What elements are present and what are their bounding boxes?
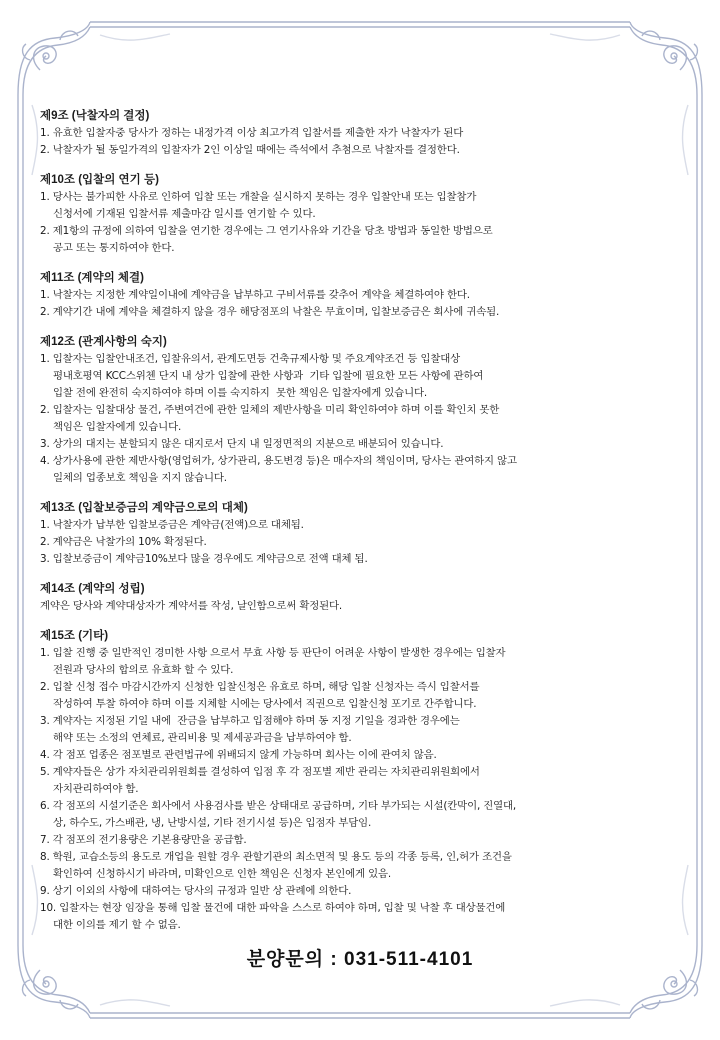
article-line: 1. 입찰자는 입찰안내조건, 입찰유의서, 관계도면등 건축규제사항 및 주요계약조건 등 입찰대상	[40, 353, 461, 365]
article-line: 1. 당사는 불가피한 사유로 인하여 입찰 또는 개찰을 실시하지 못하는 경우 입찰안내 또는 입찰참가	[40, 191, 477, 203]
article-line: 책임은 입찰자에게 있습니다.	[53, 421, 182, 433]
article-title: 제15조 (기타)	[40, 630, 109, 642]
article-line: 공고 또는 통지하여야 한다.	[53, 242, 175, 254]
article-line: 3. 계약자는 지정된 기일 내에 잔금을 납부하고 입점해야 하며 동 지정 기일을 경과한 경우에는	[40, 715, 460, 727]
article-line: 4. 각 점포 업종은 점포별로 관련법규에 위배되지 않게 가능하며 회사는 이에 관여치 않음.	[40, 749, 437, 761]
article-14	[40, 581, 690, 615]
article-line: 입찰 전에 완전히 숙지하여야 하며 이를 숙지하지 못한 책임은 입찰자에게 있습니다.	[53, 387, 428, 399]
article-title: 제11조 (계약의 체결)	[40, 272, 144, 284]
article-line: 평내호평역 KCC스위첸 단지 내 상가 입찰에 관한 사항과 기타 입찰에 필요한 모든 사항에 관하여	[53, 370, 484, 382]
article-line: 10. 입찰자는 현장 임장을 통해 입찰 물건에 대한 파악을 스스로 하여야 하며, 입찰 및 낙찰 후 대상물건에	[40, 902, 506, 914]
article-line: 자치관리하여야 함.	[53, 783, 139, 795]
article-line: 5. 계약자들은 상가 자치관리위원회를 결성하여 입점 후 각 점포별 제반 관리는 자치관리위원회에서	[40, 766, 480, 778]
article-line: 2. 계약금은 낙찰가의 10% 확정된다.	[40, 536, 207, 548]
article-line: 3. 상가의 대지는 분할되지 않은 대지로서 단지 내 일정면적의 지분으로 배분되어 있습니다.	[40, 438, 444, 450]
article-line: 계약은 당사와 계약대상자가 계약서를 작성, 날인함으로써 확정된다.	[40, 600, 343, 612]
article-line: 확인하여 신청하시기 바라며, 미확인으로 인한 책임은 신청자 본인에게 있음.	[53, 868, 392, 880]
article-title: 제10조 (입찰의 연기 등)	[40, 174, 159, 186]
article-11	[40, 270, 690, 321]
article-line: 2. 제1항의 규정에 의하여 입찰을 연기한 경우에는 그 연기사유와 기간을 당초 방법과 동일한 방법으로	[40, 225, 493, 237]
article-line: 2. 입찰자는 입찰대상 물건, 주변여건에 관한 일체의 제반사항을 미리 확인하여야 하며 이를 확인치 못한	[40, 404, 500, 416]
article-line: 상, 하수도, 가스배관, 냉, 난방시설, 기타 전기시설 등)은 입점자 부담임.	[53, 817, 372, 829]
article-line: 신청서에 기재된 입찰서류 제출마감 일시를 연기할 수 있다.	[53, 208, 316, 220]
article-12	[40, 334, 690, 487]
article-title: 제13조 (입찰보증금의 계약금으로의 대체)	[40, 502, 248, 514]
article-line: 해약 또는 소정의 연체료, 관리비용 및 제세공과금을 납부하여야 함.	[53, 732, 352, 744]
article-line: 작성하여 투찰 하여야 하며 이를 지체할 시에는 당사에서 직권으로 입찰신청 포기로 간주합니다.	[53, 698, 477, 710]
article-line: 9. 상기 이외의 사항에 대하여는 당사의 규정과 일반 상 관례에 의한다.	[40, 885, 352, 897]
article-line: 2. 계약기간 내에 계약을 체결하지 않을 경우 해당점포의 낙찰은 무효이며, 입찰보증금은 회사에 귀속됨.	[40, 306, 500, 318]
article-title: 제12조 (관계사항의 숙지)	[40, 336, 167, 348]
article-10	[40, 172, 690, 257]
article-line: 1. 유효한 입찰자중 당사가 정하는 내정가격 이상 최고가격 입찰서를 제출한 자가 낙찰자가 된다	[40, 127, 464, 139]
article-line: 2. 낙찰자가 될 동일가격의 입찰자가 2인 이상일 때에는 즉석에서 추첨으로 낙찰자를 결정한다.	[40, 144, 460, 156]
article-15	[40, 628, 690, 934]
article-13	[40, 500, 690, 568]
article-line: 4. 상가사용에 관한 제반사항(영업허가, 상가관리, 용도변경 등)은 매수자의 책임이며, 당사는 관여하지 않고	[40, 455, 517, 467]
article-title: 제14조 (계약의 성립)	[40, 583, 145, 595]
article-line: 1. 낙찰자가 납부한 입찰보증금은 계약금(전액)으로 대체됨.	[40, 519, 304, 531]
article-line: 6. 각 점포의 시설기준은 회사에서 사용검사를 받은 상태대로 공급하며, 기타 부가되는 시설(칸막이, 진열대,	[40, 800, 517, 812]
document-body	[40, 108, 690, 947]
article-title: 제9조 (낙찰자의 결정)	[40, 110, 150, 122]
article-line: 2. 입찰 신청 접수 마감시간까지 신청한 입찰신청은 유효로 하며, 해당 입찰 신청자는 즉시 입찰서를	[40, 681, 480, 693]
article-line: 1. 입찰 진행 중 일반적인 경미한 사항 으로서 무효 사항 등 판단이 어려운 사항이 발생한 경우에는 입찰자	[40, 647, 506, 659]
article-line: 7. 각 점포의 전기용량은 기본용량만을 공급함.	[40, 834, 247, 846]
article-line: 3. 입찰보증금이 계약금10%보다 많을 경우에도 계약금으로 전액 대체 됨.	[40, 553, 368, 565]
article-line: 대한 이의를 제기 할 수 없음.	[53, 919, 181, 931]
sales-inquiry-phone: 분양문의 : 031-511-4101	[246, 949, 474, 970]
article-9	[40, 108, 690, 159]
article-line: 일체의 업종보호 책임을 지지 않습니다.	[53, 472, 227, 484]
article-line: 1. 낙찰자는 지정한 계약일이내에 계약금을 납부하고 구비서류를 갖추어 계약을 체결하여야 한다.	[40, 289, 470, 301]
article-line: 전원과 당사의 합의로 유효화 할 수 있다.	[53, 664, 234, 676]
article-line: 8. 학원, 교습소등의 용도로 개업을 원할 경우 관할기관의 최소면적 및 용도 등의 각종 등록, 인,허가 조건을	[40, 851, 512, 863]
